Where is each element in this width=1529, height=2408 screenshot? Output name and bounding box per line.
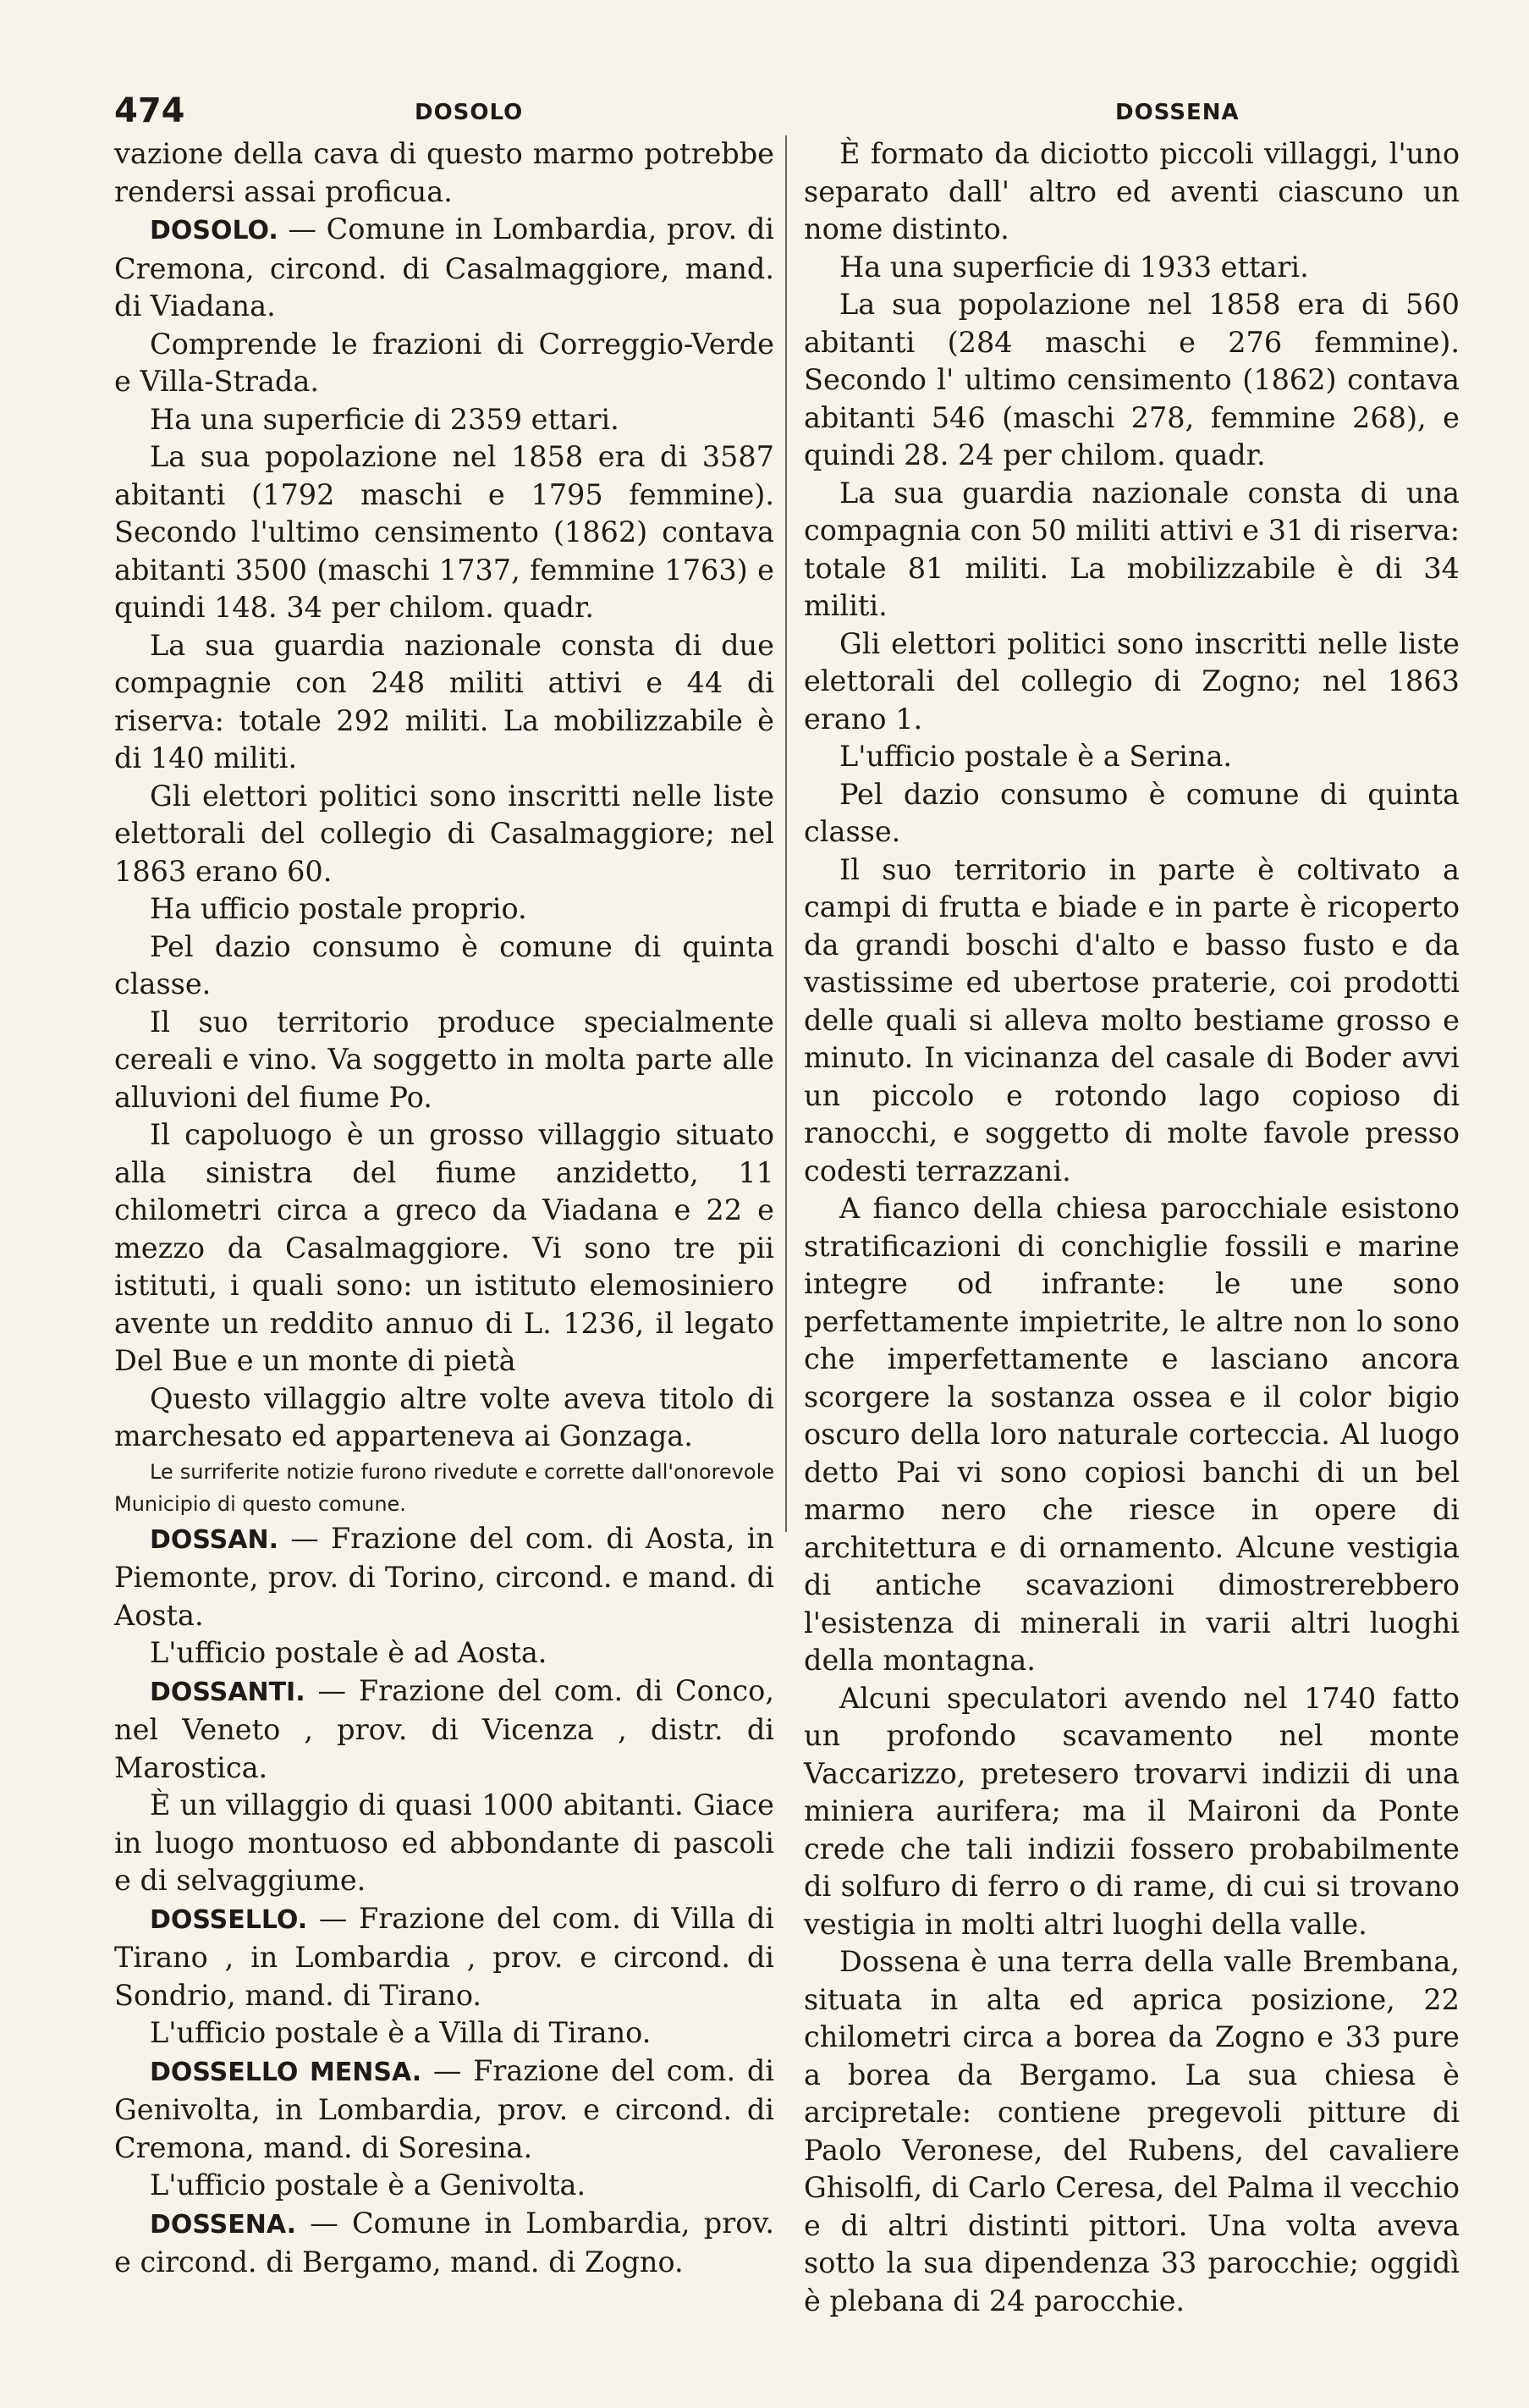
header-right-title: DOSSENA — [1115, 100, 1240, 125]
entry-dossena — [114, 2205, 774, 2282]
paragraph-text: Dossena è una terra della valle Brembana, situata in alta ed aprica posizione, 22 chilometri circa a borea da Zogno e 33 pure a borea da Bergamo. La sua chiesa è arcipretale: contiene pregevoli pitture di Paolo Veronese, del Rubens, del cavaliere Ghisolfi, di Carlo Ceresa, del Palma il vecchio e di altri distinti pittori. Una volta aveva sotto la sua dipendenza 33 parocchie; oggidì è plebana di 24 parocchie. — [804, 1945, 1460, 2317]
entry-dossello-mensa — [114, 2053, 774, 2168]
paragraph-text: Le surriferite notizie furono rivedute e corrette dall'onorevole Municipio di questo comune. — [114, 1459, 774, 1516]
paragraph — [804, 625, 1460, 739]
paragraph-text: Pel dazio consumo è comune di quinta classe. — [804, 777, 1460, 848]
paragraph-text: Ha una superficie di 2359 ettari. — [150, 402, 619, 436]
paragraph — [114, 627, 774, 778]
right-column — [804, 135, 1460, 2320]
paragraph-text: Questo villaggio altre volte aveva titolo di marchesato ed apparteneva ai Gonzaga. — [114, 1381, 774, 1452]
entry-heading: DOSSANTI. — [150, 1677, 305, 1707]
paragraph-text: Comprende le frazioni di Correggio-Verde e Villa-Strada. — [114, 327, 774, 398]
paragraph — [804, 851, 1460, 1191]
paragraph-text: L'ufficio postale è a Serina. — [839, 740, 1233, 773]
paragraph-text: È un villaggio di quasi 1000 abitanti. Giace in luogo montuoso ed abbondante di pascoli e di selvaggiume. — [114, 1788, 774, 1897]
paragraph — [114, 778, 774, 891]
paragraph-text: Gli elettori politici sono inscritti nelle liste elettorali del collegio di Zogno; nel 1863 erano 1. — [804, 626, 1460, 736]
paragraph-text: Gli elettori politici sono inscritti nelle liste elettorali del collegio di Casalmaggiore; nel 1863 erano 60. — [114, 779, 774, 888]
paragraph-text: Alcuni speculatori avendo nel 1740 fatto un profondo scavamento nel monte Vaccarizzo, pretesero trovarvi indizii di una miniera aurifera; ma il Maironi da Ponte crede che tali indizii fossero probabilmente di solfuro di ferro o di rame, di cui si trovano vestigia in molti altri luoghi della valle. — [804, 1681, 1460, 1941]
column-divider — [785, 135, 787, 1532]
paragraph-text: L'ufficio postale è ad Aosta. — [150, 1636, 547, 1669]
paragraph — [804, 475, 1460, 625]
entry-heading: DOSOLO. — [150, 216, 278, 245]
paragraph — [804, 776, 1460, 851]
paragraph — [114, 1787, 774, 1900]
paragraph-text: — Comune in Lombardia, prov. di Cremona, circond. di Casalmaggiore, mand. di Viadana. — [114, 212, 774, 322]
paragraph — [114, 890, 774, 928]
entry-dossan — [114, 1520, 774, 1635]
entry-heading: DOSSELLO MENSA. — [150, 2057, 422, 2087]
paragraph — [114, 1004, 774, 1117]
entry-heading: DOSSENA. — [150, 2209, 297, 2240]
paragraph-text: — Frazione del com. di Conco, nel Veneto , prov. di Vicenza , distr. di Marostica. — [114, 1673, 774, 1784]
left-column — [114, 135, 774, 2282]
paragraph-text: Il suo territorio produce specialmente cereali e vino. Va soggetto in molta parte alle alluvioni del fiume Po. — [114, 1005, 774, 1114]
paragraph-text: La sua guardia nazionale consta di una compagnia con 50 militi attivi e 31 di riserva: totale 81 militi. La mobilizzabile è di 34 militi. — [804, 476, 1460, 622]
paragraph — [804, 1680, 1460, 1944]
paragraph-text: A fianco della chiesa parocchiale esistono stratificazioni di conchiglie fossili e marine integre od infrante: le une sono perfettamente impietrite, le altre non lo sono che imperfettamente e lasciano ancora scorgere la sostanza ossea e il color bigio oscuro della loro naturale corteccia. Al luogo detto Pai vi sono copiosi banchi di un bel marmo nero che riesce in opere di architettura e di ornamento. Alcune vestigia di antiche scavazioni dimostrerebbero l'esistenza di minerali in varii altri luoghi della montagna. — [804, 1192, 1460, 1677]
paragraph — [114, 1116, 774, 1380]
entry-dossello — [114, 1900, 774, 2015]
entry-dossanti — [114, 1672, 774, 1788]
paragraph — [114, 1380, 774, 1456]
paragraph-text: Ha ufficio postale proprio. — [150, 892, 527, 925]
paragraph — [114, 135, 774, 211]
paragraph — [804, 135, 1460, 249]
entry-dosolo — [114, 211, 774, 326]
paragraph — [114, 1634, 774, 1672]
paragraph-text: La sua guardia nazionale consta di due compagnie con 248 militi attivi e 44 di riserva: totale 292 militi. La mobilizzabile è di 140 militi. — [114, 628, 774, 774]
paragraph-text: — Frazione del com. di Aosta, in Piemonte, prov. di Torino, circond. e mand. di Aosta. — [114, 1521, 774, 1632]
paragraph — [114, 326, 774, 401]
paragraph-text: vazione della cava di questo marmo potrebbe rendersi assai proficua. — [114, 137, 774, 208]
paragraph — [114, 438, 774, 627]
running-head — [114, 91, 1468, 134]
paragraph-text: La sua popolazione nel 1858 era di 3587 abitanti (1792 maschi e 1795 femmine). Secondo l'ultimo censimento (1862) contava abitanti 3500 (maschi 1737, femmine 1763) e quindi 148. 34 per chilom. quadr. — [114, 440, 774, 624]
paragraph — [804, 738, 1460, 776]
paragraph-text: È formato da diciotto piccoli villaggi, l'uno separato dall' altro ed aventi ciascuno un nome distinto. — [804, 137, 1460, 245]
paragraph-text: — Frazione del com. di Genivolta, in Lombardia, prov. e circond. di Cremona, mand. di Soresina. — [114, 2053, 774, 2164]
paragraph — [804, 1943, 1460, 2320]
paragraph-text: — Comune in Lombardia, prov. e circond. di Bergamo, mand. di Zogno. — [114, 2206, 774, 2279]
paragraph-text: Il capoluogo è un grosso villaggio situato alla sinistra del fiume anzidetto, 11 chilometri circa a greco da Viadana e 22 e mezzo da Casalmaggiore. Vi sono tre pii istituti, i quali sono: un istituto elemosiniero avente un reddito annuo di L. 1236, il legato Del Bue e un monte di pietà — [114, 1118, 774, 1377]
paragraph — [804, 286, 1460, 475]
entry-heading: DOSSAN. — [150, 1524, 278, 1555]
editorial-note — [114, 1456, 774, 1520]
paragraph-text: Pel dazio consumo è comune di quinta classe. — [114, 929, 774, 1000]
paragraph — [114, 401, 774, 439]
paragraph-text: La sua popolazione nel 1858 era di 560 abitanti (284 maschi e 276 femmine). Secondo l' ultimo censimento (1862) contava abitanti 546 (maschi 278, femmine 268), e quindi 28. 24 per chilom. quadr. — [804, 288, 1460, 471]
paragraph-text: L'ufficio postale è a Villa di Tirano. — [150, 2016, 652, 2049]
paragraph — [804, 249, 1460, 287]
paragraph-text: Il suo territorio in parte è coltivato a campi di frutta e biade e in parte è ricoperto da grandi boschi d'alto e basso fusto e da vastissime ed ubertose praterie, coi prodotti delle quali si alleva molto bestiame grosso e minuto. In vicinanza del casale di Boder avvi un piccolo e rotondo lago copioso di ranocchi, e soggetto di molte favole presso codesti terrazzani. — [804, 852, 1460, 1187]
paragraph — [114, 928, 774, 1004]
paragraph-text: Ha una superficie di 1933 ettari. — [839, 250, 1309, 284]
paragraph-text: — Frazione del com. di Villa di Tirano , in Lombardia , prov. e circond. di Sondrio, mand. di Tirano. — [114, 1901, 774, 2012]
header-left-title: DOSOLO — [415, 100, 524, 125]
paragraph — [114, 2014, 774, 2053]
paragraph — [804, 1190, 1460, 1680]
entry-heading: DOSSELLO. — [150, 1904, 308, 1935]
page-number: 474 — [114, 91, 185, 130]
paragraph-text: L'ufficio postale è a Genivolta. — [150, 2168, 586, 2201]
paragraph — [114, 2167, 774, 2205]
